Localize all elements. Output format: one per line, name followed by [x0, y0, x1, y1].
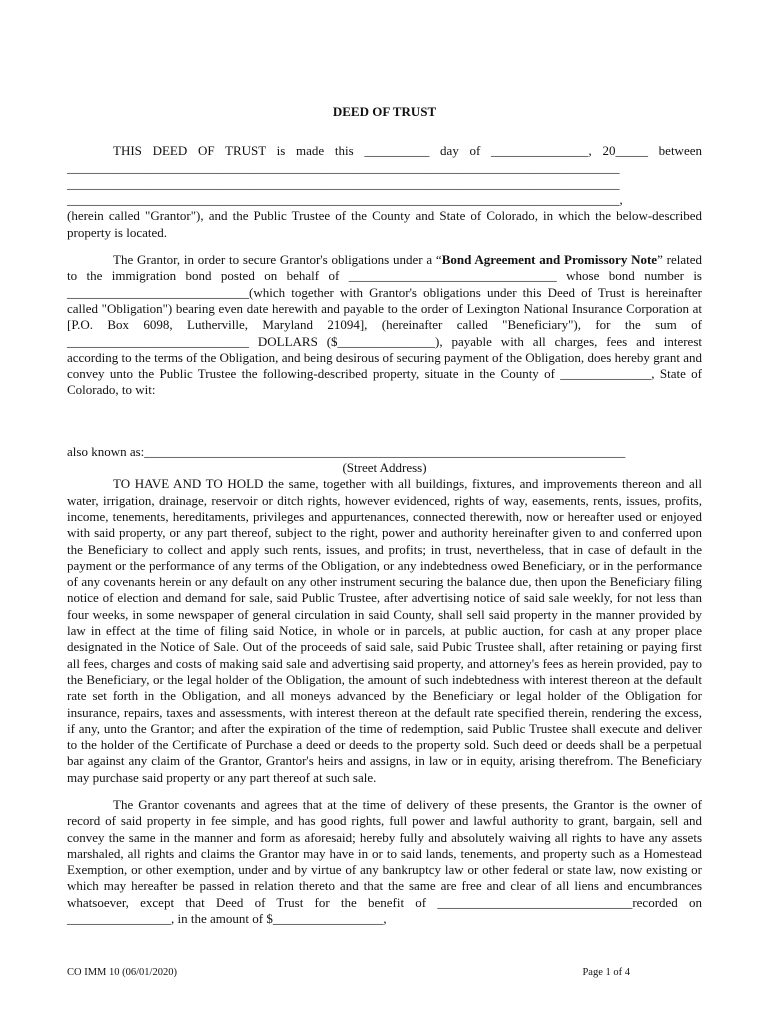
also-known-as-line: also known as:__________________________________________________________________________ — [67, 443, 626, 459]
agreement-name: Bond Agreement and Promissory Note — [441, 252, 658, 268]
blank-line: _____________________________________________________________________________________ — [67, 175, 620, 191]
form-id: CO IMM 10 (06/01/2020) — [67, 967, 177, 978]
street-address-caption: (Street Address) — [342, 460, 427, 476]
paragraph-habendum: TO HAVE AND TO HOLD the same, together with all buildings, fixtures, and improvements thereon and all water, irrigation, drainage, reservoir or ditch rights, however evidenced, rights of way, easements, rents, issues, profits, income, tenements, hereditaments, privileges and appurtenances, connected therewith, now or hereafter used or enjoyed with said property, or any part thereof, subject to the right, power and authority hereinafter given to and conferred upon the Beneficiary to collect and apply such rents, issues, and profits; in trust, nevertheless, that in case of default in the payment or the performance of any terms of the Obligation, or any indebtedness owed Beneficiary, or in the performance of any covenants herein or any default on any other instrument securing the balance due, then upon the Beneficiary filing notice of election and demand for sale, said Public Trustee, after advertising notice of said sale weekly, for not less than four weeks, in some newspaper of general circulation in said County, shall sell said property in the manner provided by law in effect at the time of filing said Notice, in whole or in parcels, at public auction, for cash at any proper place designated in the Notice of Sale. Out of the proceeds of said sale, said Pubic Trustee shall, after retaining or paying first all fees, charges and costs of making said sale and advertising said property, and attorney's fees as herein provided, pay to the Beneficiary, or the legal holder of the Obligation, the amount of such indebtedness with interest thereon at the default rate set forth in the Obligation, and all moneys advanced by the Beneficiary or legal holder of the Obligation for insurance, repairs, taxes and assessments, with interest thereon at the default rate specified therein, rendering the excess, if any, unto the Grantor; and after the expiration of the time of redemption, said Public Trustee shall execute and deliver to the holder of the Certificate of Purchase a deed or deeds to the property sold. Such deed or deeds shall be a perpetual bar against any claim of the Grantor, Grantor's heirs and assigns, in law or in equity, arising therefrom. The Beneficiary may purchase said property or any part thereof at such sale. — [67, 476, 702, 785]
grant-text-start: The Grantor, in order to secure Grantor's obligations under a “ — [113, 252, 442, 268]
grant-text-rest: ” related to the immigration bond posted on behalf of ________________________________ whose bond number is ____________________________(which together with Grantor's obligations under this Deed of Trust is hereinafter called "Obligation") bearing even date herewith and payable to the order of Lexington National Insurance Corporation at [P.O. Box 6098, Lutherville, Maryland 21094], (hereinafter called "Beneficiary"), for the sum of ____________________________ DOLLARS ($_______________), payable with all charges, fees and interest according to the terms of the Obligation, and being desirous of securing payment of the Obligation, does hereby grant and convey unto the Public Trustee the following-described property, situate in the County of ______________, State of Colorado, to wit: — [67, 252, 702, 398]
paragraph-grantor-definition: (herein called "Grantor"), and the Public Trustee of the County and State of Colorado, in which the below-described property is located. — [67, 208, 702, 240]
paragraph-covenants: The Grantor covenants and agrees that at the time of delivery of these presents, the Grantor is the owner of record of said property in fee simple, and has good rights, full power and lawful authority to grant, bargain, sell and convey the same in the manner and form as aforesaid; hereby fully and absolutely waiving all rights to have any assets marshaled, all rights and claims the Grantor may have in or to said lands, tenements, and property such as a Homestead Exemption, or other exemption, under and by virtue of any bankruptcy law or other federal or state law, now existing or which may hereafter be passed in relation thereto and that the same are free and clear of all liens and encumbrances whatsoever, except that Deed of Trust for the benefit of ______________________________recorded on ________________, in the amount of $_________________, — [67, 796, 702, 927]
page-number: Page 1 of 4 — [582, 967, 630, 978]
paragraph-intro-line: THIS DEED OF TRUST is made this __________ day of _______________, 20_____ between — [113, 143, 702, 159]
blank-line: _____________________________________________________________________________________ — [67, 159, 620, 175]
document-title: DEED OF TRUST — [332, 104, 437, 119]
blank-line: _____________________________________________________________________________________, — [67, 192, 623, 208]
paragraph-grant — [67, 252, 702, 399]
page-footer — [67, 965, 702, 981]
